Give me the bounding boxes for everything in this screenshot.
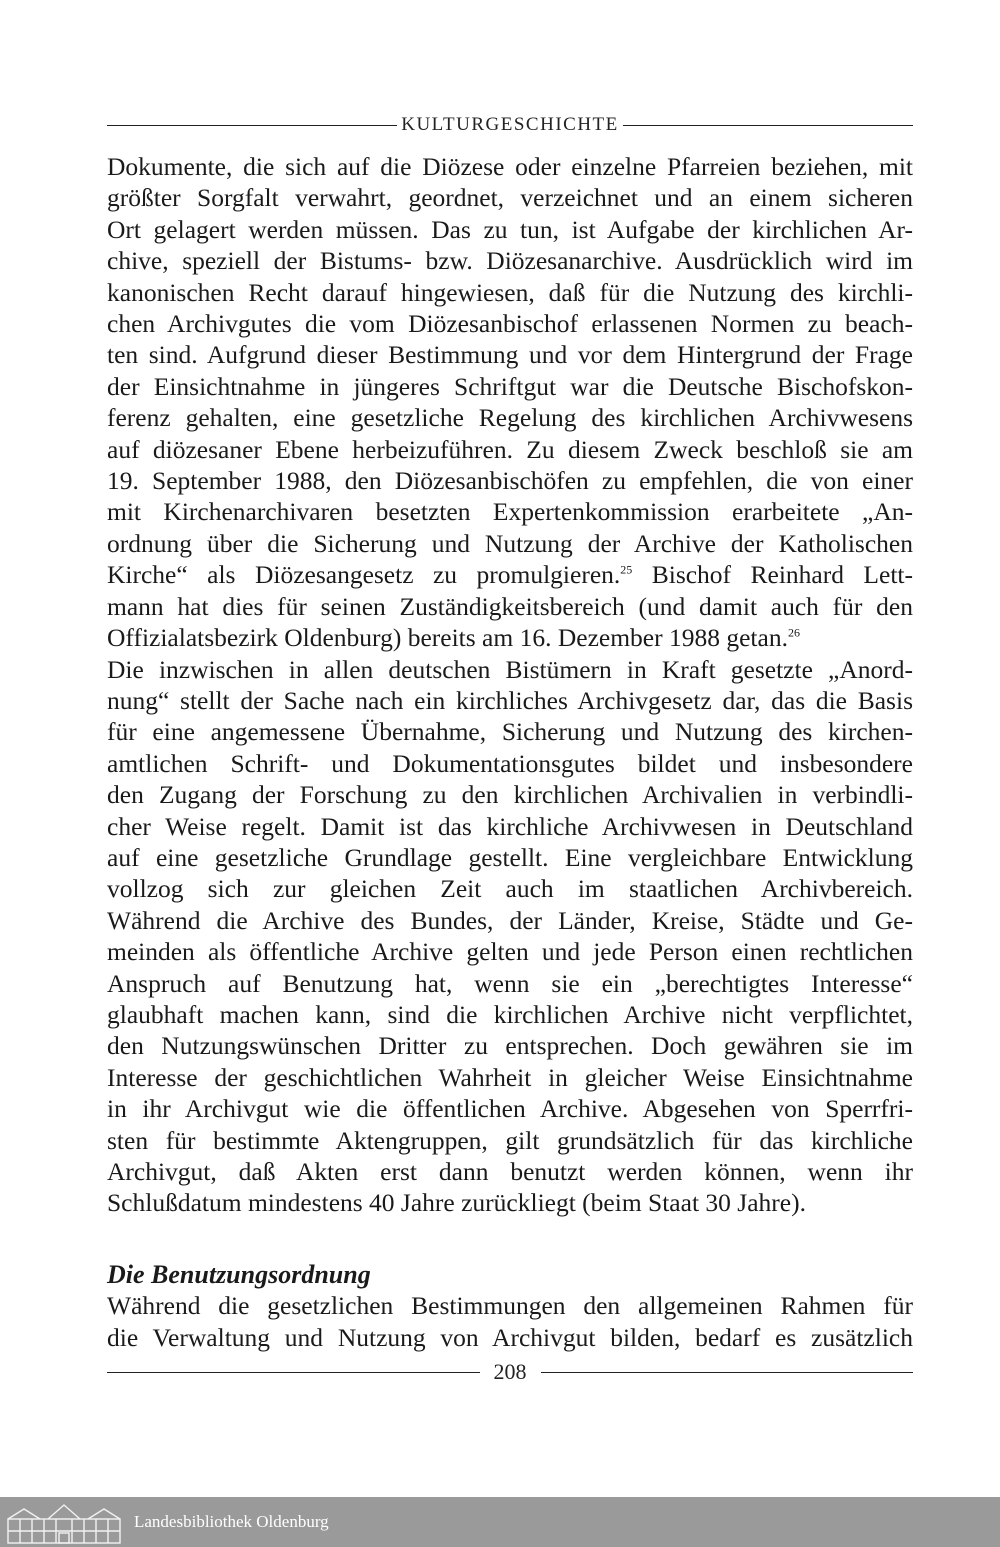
text-line: mann hat dies für seinen Zuständigkeitsbereich (und damit auch für den bbox=[107, 591, 913, 621]
footnote-ref-25[interactable]: 25 bbox=[620, 562, 633, 577]
footer-rule-left bbox=[107, 1372, 480, 1373]
header-rule-right bbox=[623, 125, 913, 126]
text-line: cher Weise regelt. Damit ist das kirchliche Archivwesen in Deutschland bbox=[107, 811, 913, 841]
text-line: Anspruch auf Benutzung hat, wenn sie ein „berechtigtes Interesse“ bbox=[107, 968, 913, 998]
text-line: Dokumente, die sich auf die Diözese oder einzelne Pfarreien beziehen, mit bbox=[107, 152, 913, 181]
text-line: der Einsichtnahme in jüngeres Schriftgut war die Deutsche Bischofskon- bbox=[107, 371, 913, 401]
section-heading: Die Benutzungsordnung bbox=[107, 1259, 371, 1289]
line-text: Kirche“ als Diözesangesetz zu promulgieren. bbox=[107, 560, 621, 590]
text-line-with-footnote bbox=[107, 559, 913, 590]
library-watermark-bar bbox=[0, 1497, 1000, 1547]
text-line-with-footnote bbox=[107, 622, 913, 653]
running-header-title: KULTURGESCHICHTE bbox=[401, 114, 619, 135]
running-header bbox=[107, 110, 913, 140]
text-line: den Nutzungswünschen Dritter zu entsprechen. Doch gewähren sie im bbox=[107, 1031, 913, 1061]
text-line: die Verwaltung und Nutzung von Archivgut bilden, bedarf es zusätzlich bbox=[107, 1322, 913, 1352]
text-line: 19. September 1988, den Diözesanbischöfen zu empfehlen, die von einer bbox=[107, 466, 913, 496]
text-line: meinden als öffentliche Archive gelten und jede Person einen rechtlichen bbox=[107, 937, 913, 967]
text-line: Während die gesetzlichen Bestimmungen den allgemeinen Rahmen für bbox=[107, 1291, 913, 1321]
text-line: glaubhaft machen kann, sind die kirchlichen Archive nicht verpflichtet, bbox=[107, 999, 913, 1029]
text-line: mit Kirchenarchivaren besetzten Expertenkommission erarbeitete „An- bbox=[107, 497, 913, 527]
text-line: den Zugang der Forschung zu den kirchlichen Archivalien in verbindli- bbox=[107, 780, 913, 810]
text-line: ordnung über die Sicherung und Nutzung der Archive der Katholischen bbox=[107, 528, 913, 558]
text-line: sten für bestimmte Aktengruppen, gilt grundsätzlich für das kirchliche bbox=[107, 1125, 913, 1155]
paragraph-3 bbox=[107, 1290, 913, 1353]
text-line: chive, speziell der Bistums- bzw. Diözesanarchive. Ausdrücklich wird im bbox=[107, 246, 913, 276]
text-line: nung“ stellt der Sache nach ein kirchliches Archivgesetz dar, das die Basis bbox=[107, 685, 913, 715]
text-line: größter Sorgfalt verwahrt, geordnet, verzeichnet und an einem sicheren bbox=[107, 183, 913, 213]
text-line: Archivgut, daß Akten erst dann benutzt werden können, wenn ihr bbox=[107, 1157, 913, 1186]
paragraph-2 bbox=[107, 654, 913, 1219]
text-line: in ihr Archivgut wie die öffentlichen Archive. Abgesehen von Sperrfri- bbox=[107, 1094, 913, 1124]
text-line: für eine angemessene Übernahme, Sicherung und Nutzung des kirchen- bbox=[107, 717, 913, 747]
footer-rule-right bbox=[541, 1372, 914, 1373]
text-line: auf eine gesetzliche Grundlage gestellt. Eine vergleichbare Entwicklung bbox=[107, 842, 913, 872]
text-line: ferenz gehalten, eine gesetzliche Regelung des kirchlichen Archivwesens bbox=[107, 403, 913, 433]
text-line: Schlußdatum mindestens 40 Jahre zurückliegt (beim Staat 30 Jahre). bbox=[107, 1188, 806, 1218]
paragraph-1 bbox=[107, 151, 913, 654]
library-name: Landesbibliothek Oldenburg bbox=[134, 1512, 329, 1531]
text-line: auf diözesaner Ebene herbeizuführen. Zu diesem Zweck beschloß sie am bbox=[107, 434, 913, 464]
library-building-icon bbox=[4, 1499, 124, 1545]
text-line: chen Archivgutes die vom Diözesanbischof erlassenen Normen zu beach- bbox=[107, 309, 913, 339]
text-line: Ort gelagert werden müssen. Das zu tun, ist Aufgabe der kirchlichen Ar- bbox=[107, 214, 913, 244]
page-footer bbox=[107, 1357, 913, 1387]
text-line: ten sind. Aufgrund dieser Bestimmung und vor dem Hintergrund der Frage bbox=[107, 340, 913, 370]
text-line: Die inzwischen in allen deutschen Bistümern in Kraft gesetzte „Anord- bbox=[107, 654, 913, 684]
page-number: 208 bbox=[493, 1359, 527, 1384]
text-line: vollzog sich zur gleichen Zeit auch im staatlichen Archivbereich. bbox=[107, 874, 913, 904]
body-text bbox=[107, 151, 913, 1353]
text-line: Während die Archive des Bundes, der Länder, Kreise, Städte und Ge- bbox=[107, 905, 913, 935]
footnote-ref-26[interactable]: 26 bbox=[787, 625, 800, 640]
text-line: Interesse der geschichtlichen Wahrheit in gleicher Weise Einsichtnahme bbox=[107, 1062, 913, 1092]
text-line: amtlichen Schrift- und Dokumentationsgutes bildet und insbesondere bbox=[107, 748, 913, 778]
text-line: kanonischen Recht darauf hingewiesen, daß für die Nutzung des kirchli- bbox=[107, 277, 913, 307]
header-rule-left bbox=[107, 125, 397, 126]
line-text-tail: Bischof Reinhard Lett- bbox=[632, 560, 913, 590]
line-text: Offizialatsbezirk Oldenburg) bereits am 16. Dezember 1988 getan. bbox=[107, 623, 788, 653]
